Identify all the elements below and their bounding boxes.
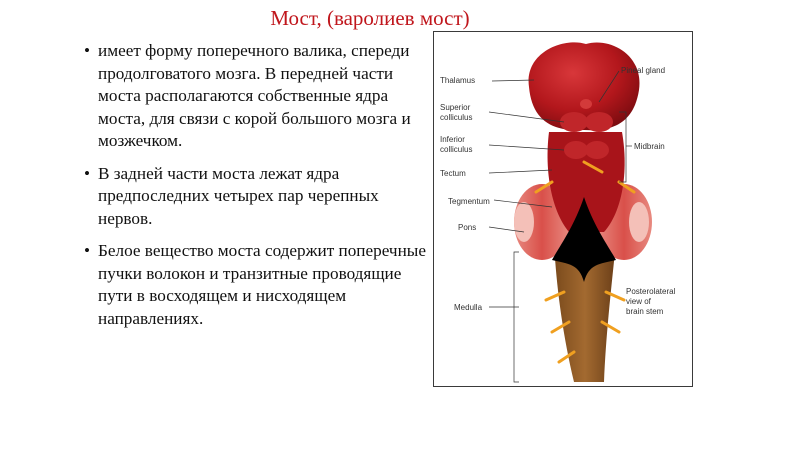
- label-pineal: Pineal gland: [621, 66, 666, 75]
- inferior-colliculus: [564, 141, 588, 159]
- brainstem-figure: [433, 31, 693, 387]
- label-midbrain: Midbrain: [634, 142, 665, 151]
- bullet-item: • В задней части моста лежат ядра предпоследних четырех пар черепных нервов.: [84, 163, 432, 231]
- label-view-3: brain stem: [626, 307, 664, 316]
- label-tectum: Tectum: [440, 169, 466, 178]
- label-view-2: view of: [626, 297, 651, 306]
- pineal-gland: [580, 99, 592, 109]
- label-pons: Pons: [458, 223, 477, 232]
- label-inferior-1: Inferior: [440, 135, 465, 144]
- label-superior-1: Superior: [440, 103, 471, 112]
- label-view-1: Posterolateral: [626, 287, 676, 296]
- bullet-item: • имеет форму поперечного валика, спереди продолговатого мозга. В передней части моста располагаются собственные ядра моста, для связи с корой большого мозга и мозжечком.: [84, 40, 432, 153]
- slide-title: Мост, (варолиев мост): [270, 6, 470, 30]
- superior-colliculus: [560, 112, 588, 132]
- bullet-list: [84, 40, 432, 340]
- brainstem-illustration: [434, 32, 692, 386]
- label-inferior-2: colliculus: [440, 145, 473, 154]
- bullet-item: • Белое вещество моста содержит поперечные пучки волокон и транзитные проводящие пути в восходящем и нисходящем направлениях.: [84, 240, 432, 330]
- label-tegmentum: Tegmentum: [448, 197, 490, 206]
- label-superior-2: colliculus: [440, 113, 473, 122]
- label-medulla: Medulla: [454, 303, 483, 312]
- label-thalamus: Thalamus: [440, 76, 476, 85]
